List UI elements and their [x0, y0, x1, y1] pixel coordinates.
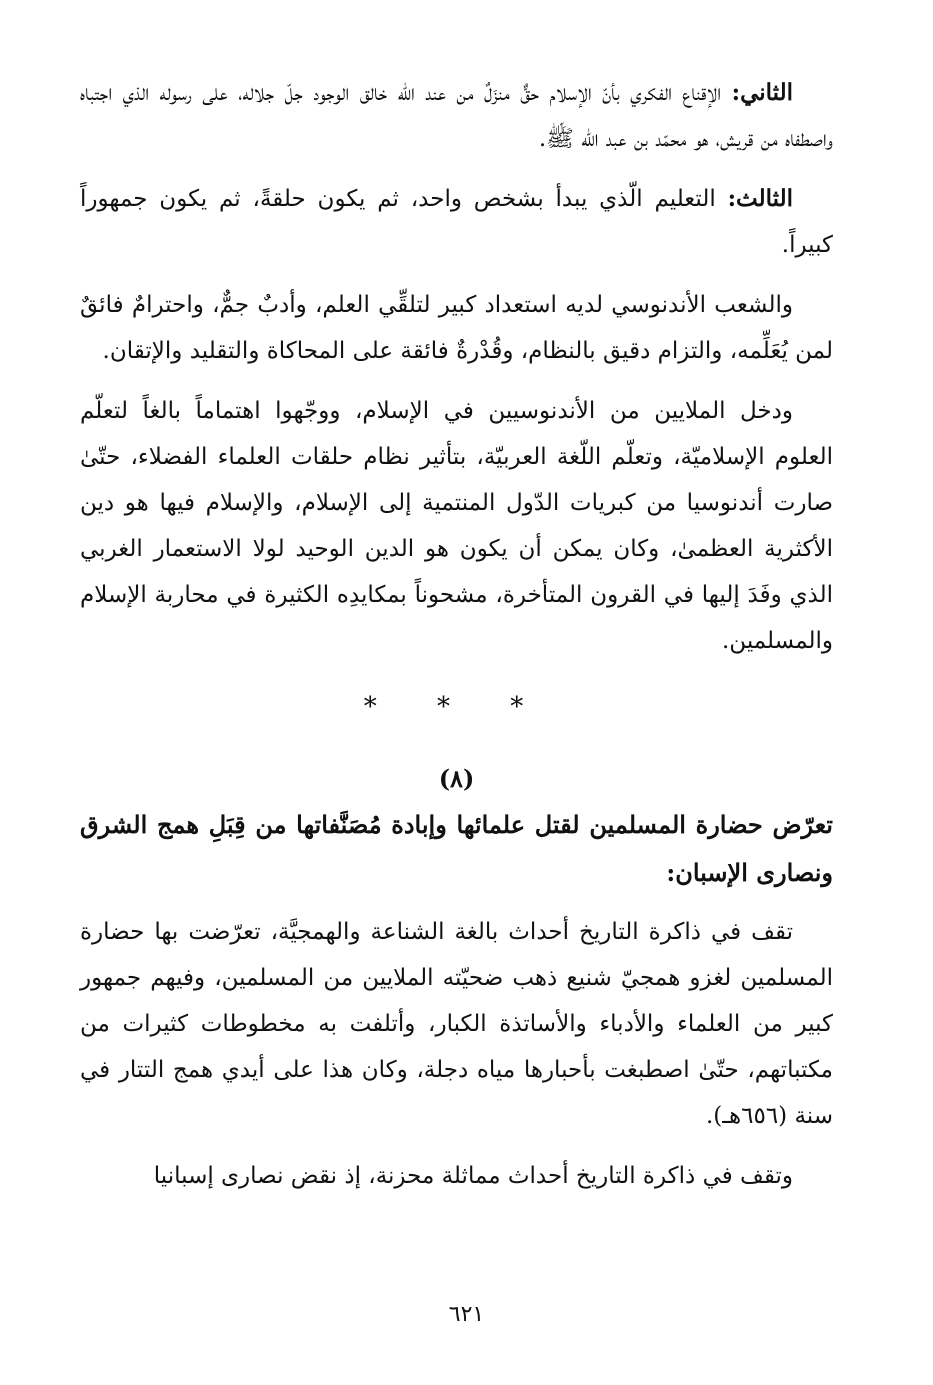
- second-label: الثاني:: [731, 79, 793, 106]
- paragraph-tatar: تقف في ذاكرة التاريخ أحداث بالغة الشناعة والهمجيَّة، تعرّضت بها حضارة المسلمين لغزو همجيّ شنيع ذهب ضحيّته الملايين من المسلمين، وفيهم جمهور كبير من العلماء والأدباء والأساتذة الكبار، وأتلفت به مخطوطات كثيرات من مكتباتهم، حتّىٰ اصطبغت بأحبارها مياه دجلة، وكان هذا على أيدي همج التتار في سنة (٦٥٦هـ).: [80, 919, 833, 1129]
- book-page: [80, 70, 833, 1345]
- page-number: ٦٢١: [448, 1302, 485, 1327]
- section-separator: * * *: [363, 692, 550, 722]
- section-number: (٨): [438, 764, 475, 793]
- third-label: الثالث:: [727, 185, 793, 212]
- paragraph-third: [80, 176, 833, 268]
- paragraph-entry: ودخل الملايين من الأندنوسيين في الإسلام، ووجّهوا اهتماماً بالغاً لتعلّم العلوم الإسلاميّة، وتعلّم اللّغة العربيّة، بتأثير نظام حلقات العلماء الفضلاء، حتّىٰ صارت أندنوسيا من كبريات الدّول المنتمية إلى الإسلام، والإسلام فيها هو دين الأكثرية العظمىٰ، وكان يمكن أن يكون هو الدين الوحيد لولا الاستعمار الغربي الذي وفَدَ إليها في القرون المتأخرة، مشحوناً بمكايدِه الكثيرة في محاربة الإسلام والمسلمين.: [80, 398, 833, 654]
- second-text: الإقناع الفكري بأنّ الإسلام حقٌّ منزَلٌ من عند الله خالق الوجود جلّ جلاله، على رسوله الذي اجتباه واصطفاه من قريش، هو محمّد بن عبد الله ﷺ.: [80, 80, 833, 152]
- paragraph-second: [80, 70, 833, 162]
- paragraph-spain: وتقف في ذاكرة التاريخ أحداث مماثلة محزنة، إذ نقض نصارى إسبانيا: [153, 1163, 793, 1189]
- third-text: التعليم الّذي يبدأ بشخص واحد، ثم يكون حلقةً، ثم يكون جمهوراً كبيراً.: [80, 186, 833, 258]
- section-title: تعرّض حضارة المسلمين لقتل علمائها وإبادة مُصَنَّفاتها من قِبَلِ همج الشرق ونصارى الإسبان:: [80, 810, 833, 887]
- paragraph-people: والشعب الأندنوسي لديه استعداد كبير لتلقِّي العلم، وأدبٌ جمٌّ، واحترامٌ فائقٌ لمن يُعَلِّمه، والتزام دقيق بالنظام، وقُدْرةٌ فائقة على المحاكاة والتقليد والإتقان.: [80, 292, 833, 364]
